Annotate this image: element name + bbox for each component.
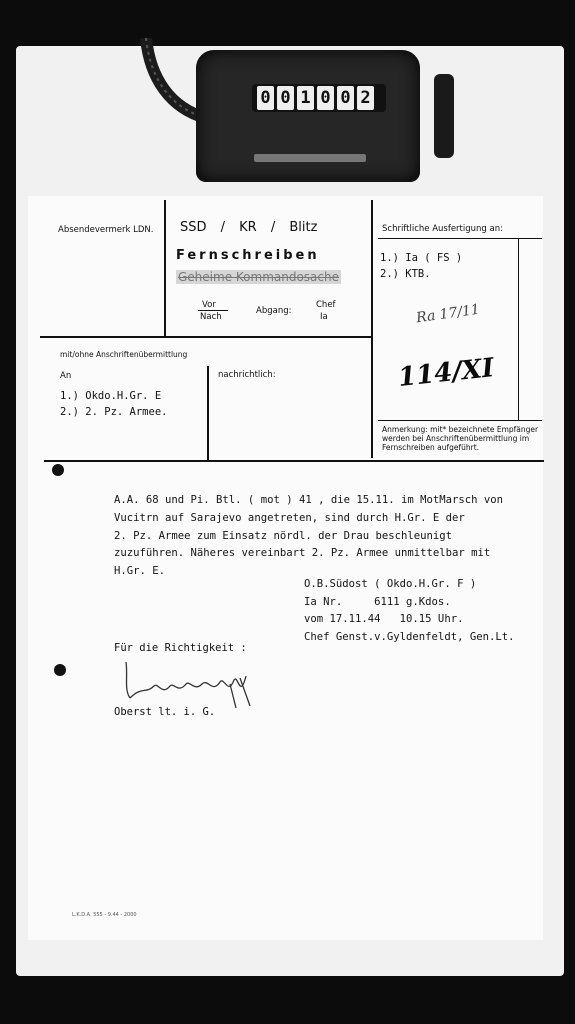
document-type: Fernschreiben [176,248,320,263]
vor-label: Vor [202,300,216,310]
sender-line: vom 17.11.44 10.15 Uhr. [304,613,464,625]
recipient-item: 1.) Okdo.H.Gr. E [60,390,162,402]
handwritten-journal-number: 114/XI [396,353,496,393]
signer-rank: Oberst lt. i. G. [114,706,216,718]
copy-item: 2.) KTB. [380,268,431,280]
form-rule [518,238,519,420]
form-rule [40,336,372,338]
counter-digit: 0 [317,86,334,110]
nach-label: Nach [200,312,222,322]
counter-digit: 1 [297,86,314,110]
counter-digit: 2 [357,86,374,110]
counter-digit: 0 [257,86,274,110]
sender-block [304,576,544,646]
form-rule [44,460,544,462]
form-rule [378,420,542,421]
sender-line: O.B.Südost ( Okdo.H.Gr. F ) [304,578,477,590]
copies-label: Schriftliche Ausfertigung an: [382,224,503,234]
ia-label: Ia [320,312,328,322]
certification-text: Für die Richtigkeit : [114,642,247,654]
an-label: An [60,371,72,381]
chef-label: Chef [316,300,336,310]
form-rule [198,310,228,311]
counter-display [252,84,386,112]
message-body [114,492,534,581]
punch-hole [52,464,64,476]
nachrichtlich-label: nachrichtlich: [218,370,276,380]
message-line: H.Gr. E. [114,565,166,578]
recipient-item: 2.) 2. Pz. Armee. [60,406,168,418]
form-rule [164,200,166,336]
sender-line: Ia Nr. 6111 g.Kdos. [304,595,451,608]
counter-body [196,50,420,182]
frame-counter-device [196,50,428,182]
punch-hole [54,664,66,676]
message-line: 2. Pz. Armee zum Einsatz nördl. der Drau beschleunigt [114,529,453,542]
message-line: zuzuführen. Näheres vereinbart 2. Pz. Armee unmittelbar mit [114,547,491,560]
form-code: L.K.D.A. 555 - 9.44 - 2000 [72,912,137,918]
sender-line: Chef Genst.v.Gyldenfeldt, Gen.Lt. [304,630,515,643]
form-rule [371,200,373,458]
form-rule [207,366,209,460]
address-mode-label: mit/ohne Anschriftenübermittlung [60,350,188,359]
counter-digit: 0 [277,86,294,110]
counter-knob [434,74,454,158]
message-line: A.A. 68 und Pi. Btl. ( mot ) 41 , die 15.11. im MotMarsch von [114,494,504,506]
sender-label: Absendevermerk LDN. [58,225,154,235]
priority-line: SSD / KR / Blitz [180,220,318,235]
abgang-label: Abgang: [256,306,292,316]
message-line: Vucitrn auf Sarajevo angetreten, sind durch H.Gr. E der [114,511,465,524]
classification-stamp: Geheime Kommandosache [178,270,339,284]
counter-digit: 0 [337,86,354,110]
handwritten-initials: Ra 17/11 [415,301,481,327]
counter-slot [254,154,366,162]
recipient-note: Anmerkung: mit* bezeichnete Empfänger werden bei Anschriftenübermittlung im Fernschreiben aufgeführt. [382,425,539,452]
copy-item: 1.) Ia ( FS ) [380,252,463,264]
